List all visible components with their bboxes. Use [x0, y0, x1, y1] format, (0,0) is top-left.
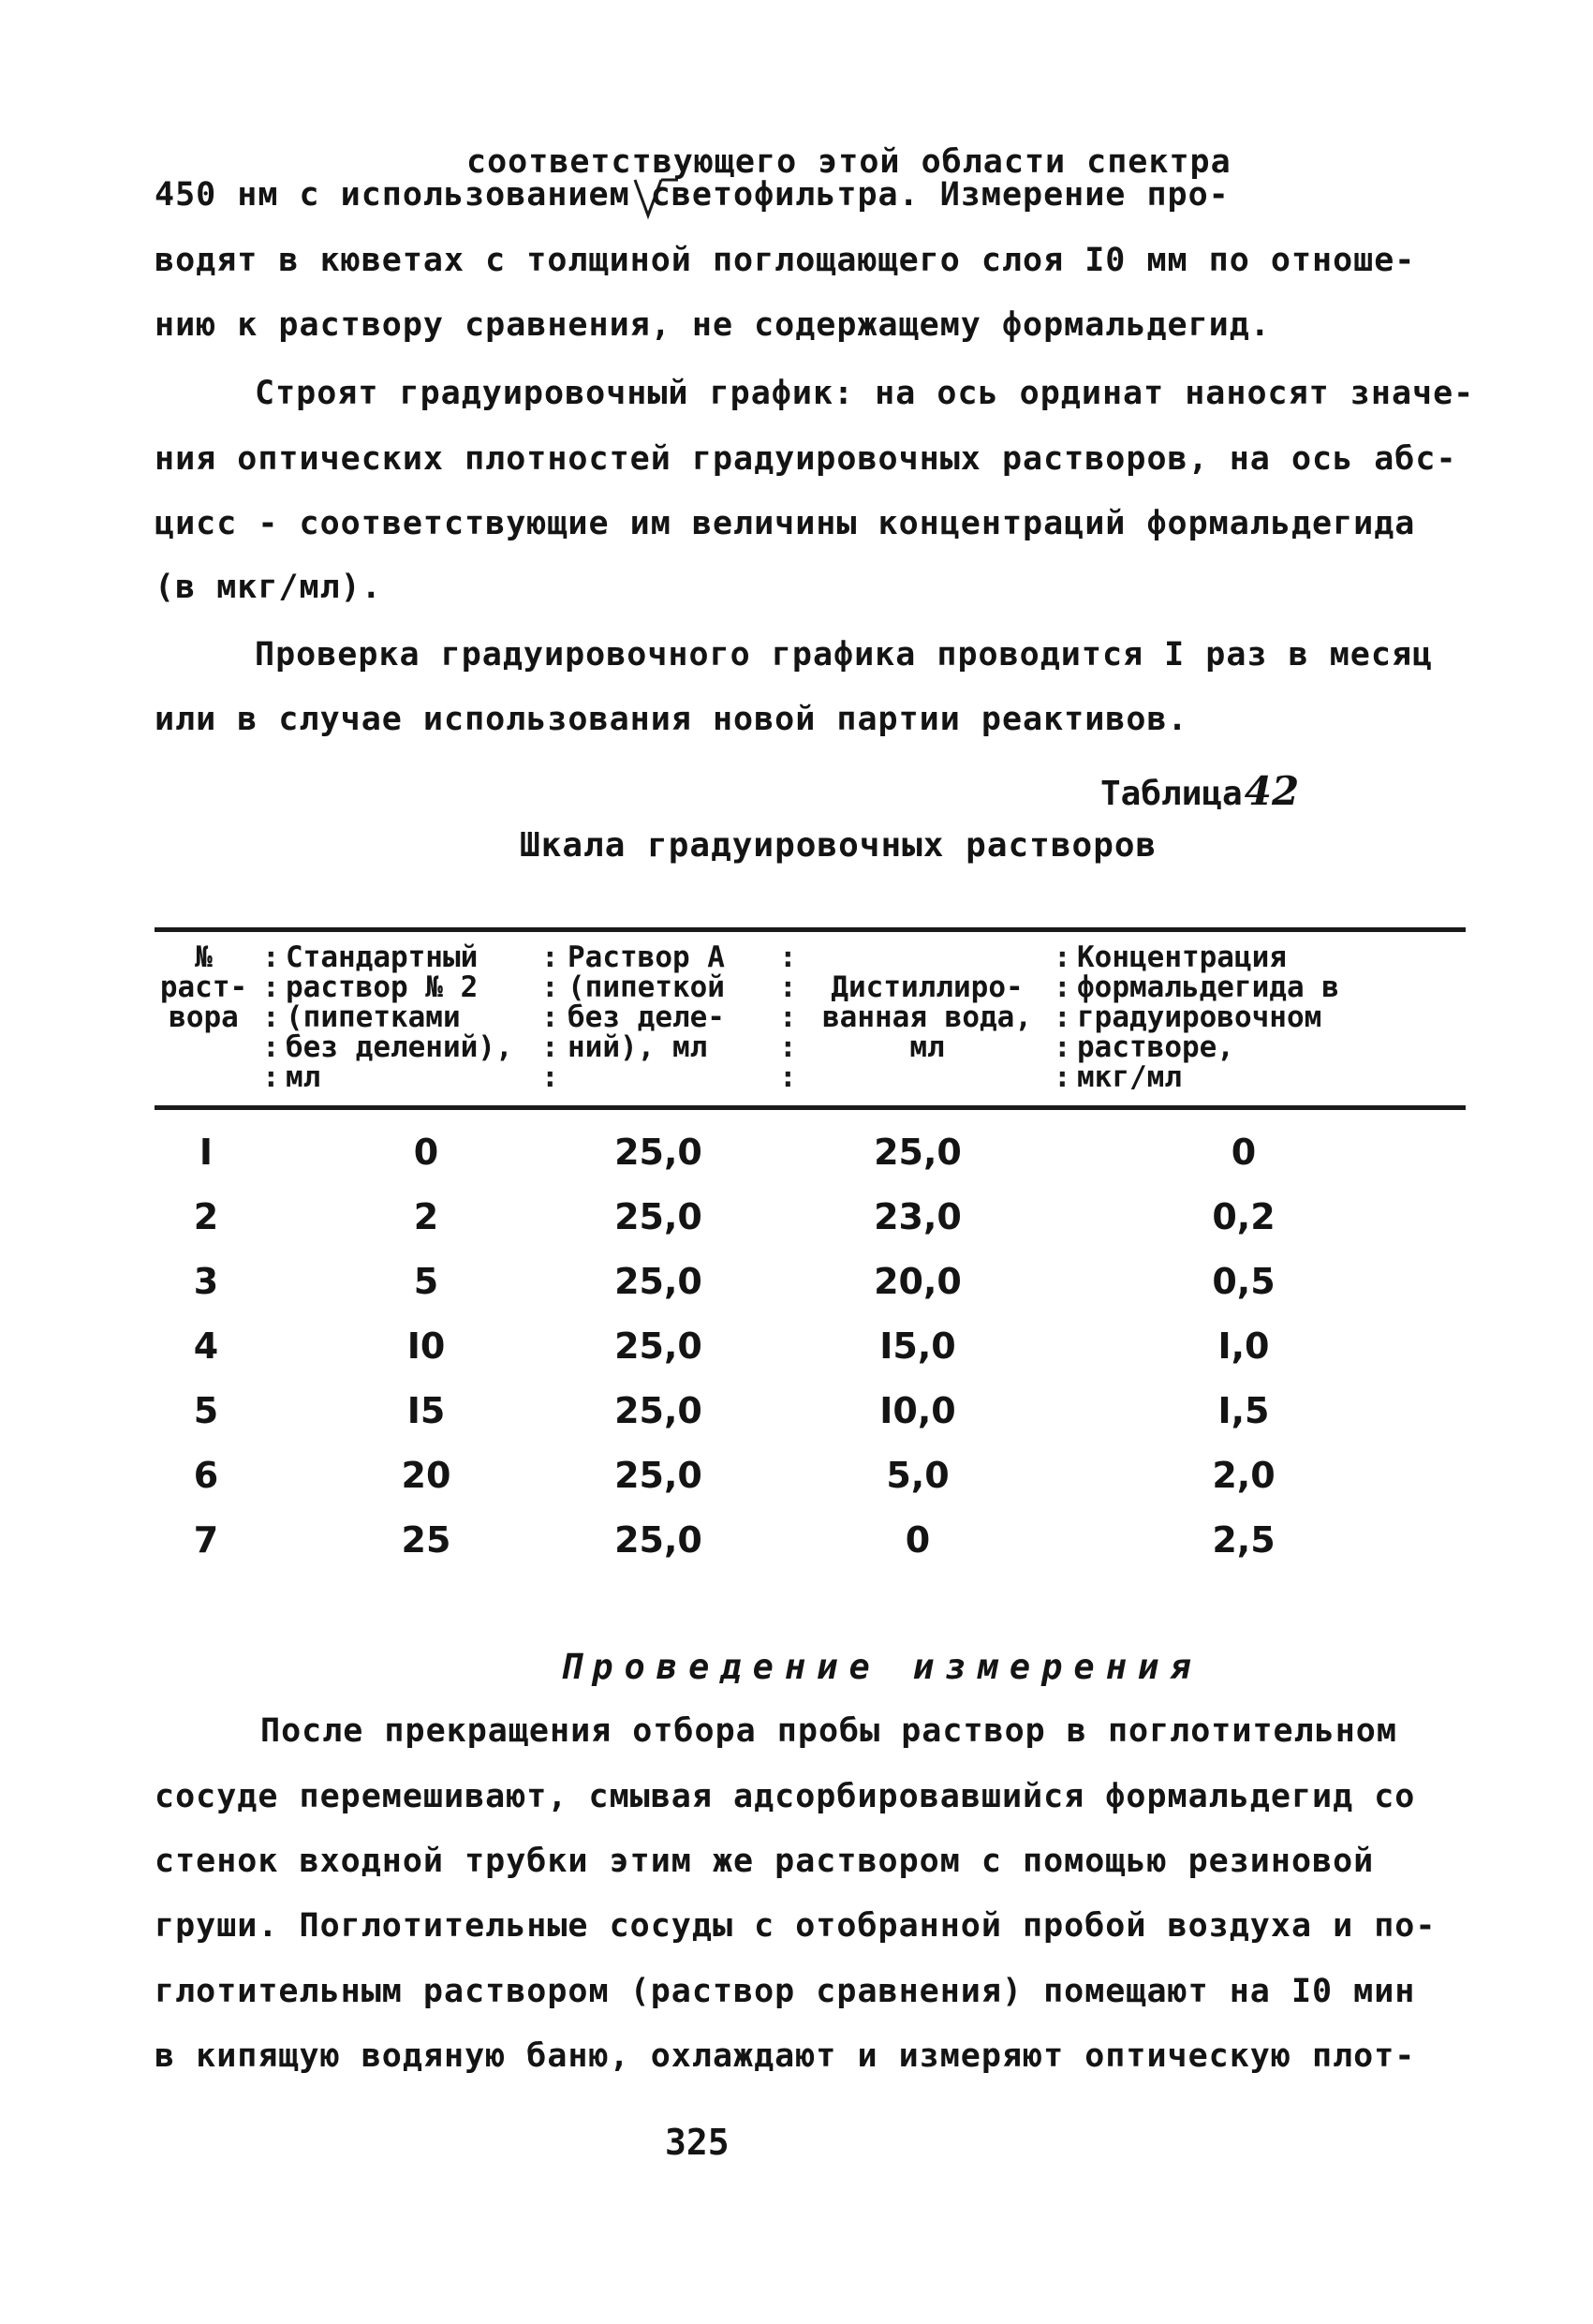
- table-cell: I,0: [1217, 1325, 1270, 1367]
- table-cell: 25,0: [614, 1132, 702, 1173]
- column-separator: : : : : :: [1054, 940, 1071, 1094]
- table-title: Шкала градуировочных растворов: [520, 826, 1158, 865]
- table-cell: 6: [193, 1455, 219, 1496]
- table-label: [1100, 768, 1299, 814]
- paragraph-1-line-1: 450 нм с использованием светофильтра. Измерение про-: [155, 176, 1230, 214]
- section-line-5: глотительным раствором (раствор сравнения) помещают на I0 мин: [155, 1973, 1416, 2010]
- table-cell: 0: [413, 1132, 439, 1173]
- column-separator: : : : : :: [541, 940, 559, 1094]
- table-cell: I: [199, 1132, 214, 1173]
- table-cell: 25,0: [614, 1390, 702, 1431]
- table-cell: 25,0: [614, 1325, 702, 1367]
- table-cell: 25,0: [614, 1261, 702, 1302]
- table-cell: 3: [193, 1261, 219, 1302]
- header-concentration: Концентрация формальдегида в градуировочном растворе, мкг/мл: [1077, 940, 1339, 1094]
- table-cell: 4: [193, 1325, 219, 1367]
- table-cell: 25,0: [614, 1455, 702, 1496]
- table-cell: 0: [1231, 1132, 1257, 1173]
- table-cell: I5,0: [879, 1325, 956, 1367]
- table-number: 42: [1244, 768, 1300, 814]
- table-header-rule: [155, 1105, 1466, 1110]
- table-cell: I0: [406, 1325, 446, 1367]
- table-cell: 25,0: [874, 1132, 962, 1173]
- table-cell: I,5: [1217, 1390, 1270, 1431]
- paragraph-3-line-2: или в случае использования новой партии реактивов.: [155, 701, 1188, 738]
- paragraph-2-line-4: (в мкг/мл).: [155, 569, 382, 606]
- table-cell: I5: [406, 1390, 446, 1431]
- table-cell: 25: [401, 1519, 451, 1561]
- column-separator: : : : : :: [779, 940, 797, 1094]
- header-solution-a: Раствор А (пипеткой без деле- ний), мл: [568, 940, 725, 1064]
- table-cell: 5: [413, 1261, 439, 1302]
- section-line-2: сосуде перемешивают, смывая адсорбировавшийся формальдегид со: [155, 1778, 1416, 1815]
- header-distilled-water: Дистиллиро- ванная вода, мл: [822, 970, 1032, 1064]
- page-number: 325: [665, 2122, 730, 2163]
- section-line-1: После прекращения отбора пробы раствор в поглотительном: [260, 1712, 1397, 1750]
- table-cell: I0,0: [879, 1390, 956, 1431]
- section-line-6: в кипящую водяную баню, охлаждают и измеряют оптическую плот-: [155, 2037, 1416, 2075]
- table-cell: 0,5: [1212, 1261, 1276, 1302]
- table-cell: 2,5: [1212, 1519, 1276, 1561]
- column-separator: : : : : :: [262, 940, 280, 1094]
- paragraph-2-line-3: цисс - соответствующие им величины концентраций формальдегида: [155, 505, 1416, 542]
- paragraph-1-line-3: нию к раствору сравнения, не содержащему формальдегид.: [155, 306, 1271, 344]
- table-cell: 7: [193, 1519, 219, 1561]
- table-cell: 5: [193, 1390, 219, 1431]
- table-top-rule: [155, 927, 1466, 932]
- section-line-4: груши. Поглотительные сосуды с отобранной пробой воздуха и по-: [155, 1907, 1437, 1945]
- paragraph-1-line-2: водят в кюветах с толщиной поглощающего слоя I0 мм по отноше-: [155, 242, 1416, 279]
- table-cell: 20,0: [874, 1261, 962, 1302]
- section-heading: Проведение измерения: [560, 1647, 1202, 1687]
- section-line-3: стенок входной трубки этим же раствором с помощью резиновой: [155, 1843, 1375, 1880]
- table-cell: 25,0: [614, 1196, 702, 1237]
- table-cell: 20: [401, 1455, 451, 1496]
- paragraph-2-line-1: Строят градуировочный график: на ось ординат наносят значе-: [255, 375, 1475, 412]
- table-cell: 5,0: [886, 1455, 950, 1496]
- paragraph-2-line-2: ния оптических плотностей градуировочных растворов, на ось абс-: [155, 440, 1457, 478]
- table-cell: 2,0: [1212, 1455, 1276, 1496]
- table-cell: 0: [905, 1519, 931, 1561]
- header-row-number: № раст- вора: [159, 940, 248, 1034]
- table-cell: 0,2: [1212, 1196, 1276, 1237]
- table-label-text: Таблица: [1100, 775, 1243, 813]
- table-cell: 23,0: [874, 1196, 962, 1237]
- handwritten-insertion: соответствующего этой области спектра: [466, 143, 1232, 181]
- paragraph-3-line-1: Проверка градуировочного графика проводится I раз в месяц: [255, 636, 1434, 674]
- table-cell: 2: [413, 1196, 439, 1237]
- table-cell: 25,0: [614, 1519, 702, 1561]
- table-cell: 2: [193, 1196, 219, 1237]
- header-standard-solution: Стандартный раствор № 2 (пипетками без делений), мл: [286, 940, 513, 1094]
